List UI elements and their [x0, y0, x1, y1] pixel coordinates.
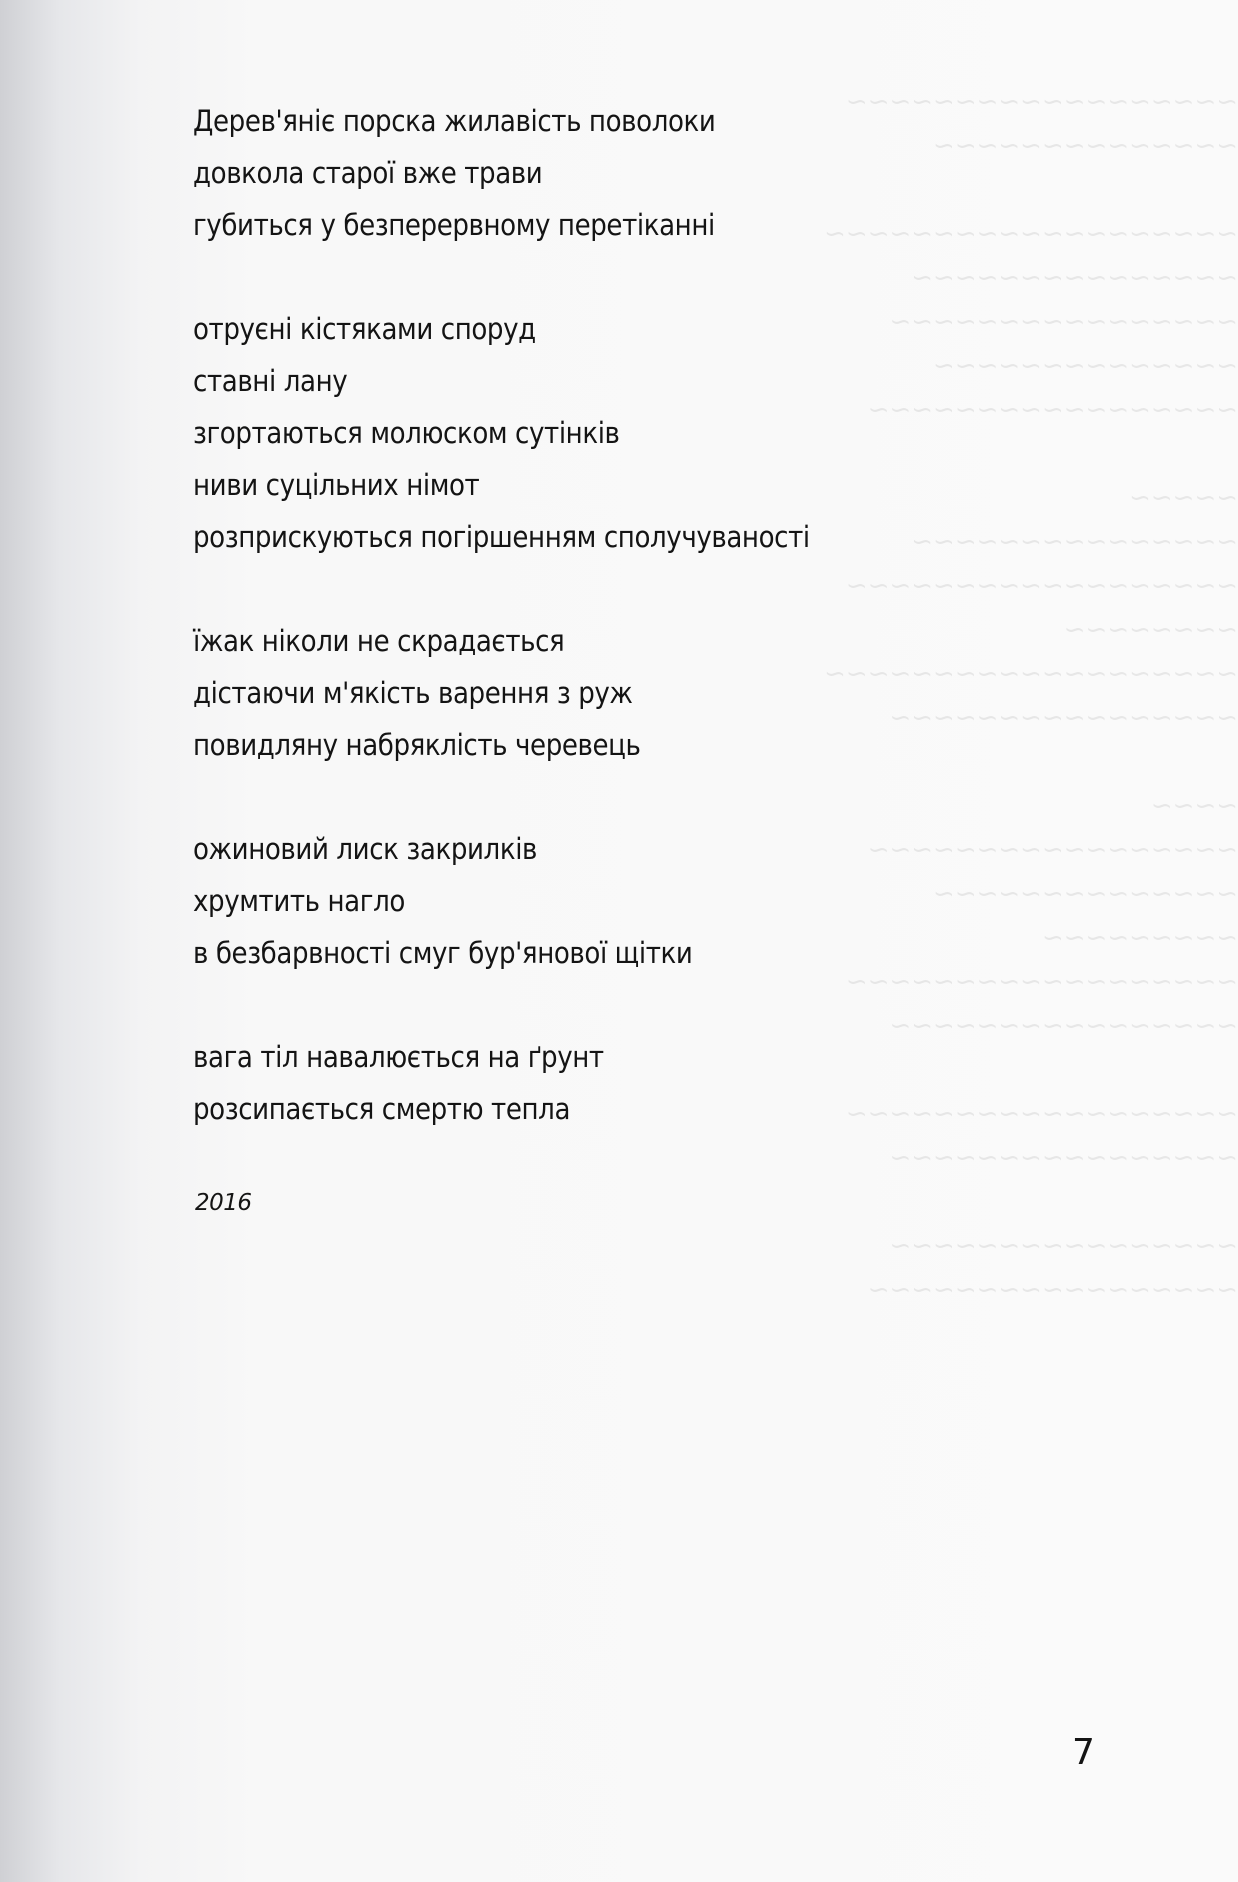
- page-number: 7: [1072, 1732, 1095, 1773]
- poem-line: Дерев'яніє порска жилавість поволоки: [193, 104, 716, 138]
- poem-body: [193, 95, 993, 1187]
- stanza: [193, 1031, 993, 1135]
- poem-line: довкола старої вже трави: [193, 156, 543, 190]
- stanza: [193, 303, 993, 563]
- poem-line: ставні лану: [193, 364, 348, 398]
- poem-line: в безбарвності смуг бур'янової щітки: [193, 936, 693, 970]
- poem-line: їжак ніколи не скрадається: [193, 624, 565, 658]
- poem-line: вага тіл навалюється на ґрунт: [193, 1040, 604, 1074]
- stanza: [193, 95, 993, 251]
- poem-line: розприскуються погіршенням сполучуваності: [193, 520, 810, 554]
- stanza: [193, 823, 993, 979]
- poem-line: ниви суцільних німот: [193, 468, 480, 502]
- poem-line: розсипається смертю тепла: [193, 1092, 571, 1126]
- stanza: [193, 615, 993, 771]
- poem-line: ожиновий лиск закрилків: [193, 832, 538, 866]
- poem-line: губиться у безперервному перетіканні: [193, 208, 715, 242]
- poem-year: 2016: [195, 1190, 252, 1216]
- poem-line: дістаючи м'якість варення з руж: [193, 676, 633, 710]
- poem-line: згортаються молюском сутінків: [193, 416, 620, 450]
- poem-line: хрумтить нагло: [193, 884, 405, 918]
- poem-line: повидляну набряклість черевець: [193, 728, 641, 762]
- poem-line: отруєні кістяками споруд: [193, 312, 536, 346]
- show-through-text: ~~~~~~~~~~~~~~~~~~ ~~~~~~~~~~~~~~ ~~~~~~~~~~~~~~~~~~~ ~~~~~~~~~~~~~~~ ~~~~~~~~~~~~~~~~ ~~~~~~~~~~~~~~ ~~~~~~~~~~~~~~~~~ ~~~~~ ~~~~~~~~~~~~~~~ ~~~~~~~~~~~~~~~~~~ ~~~~~~~~ ~~~~~~~~~~~~~~~~~~~ ~~~~~~~~~~~~~~~~ ~~~~ ~~~~~~~~~~~~~~~~~ ~~~~~~~~~~~~~~ ~~~~~~~~~ ~~~~~~~~~~~~~~~~~~ ~~~~~~~~~~~~~~~~ ~~~~~~~~~~~~~~~~~~ ~~~~~~~~~~~~~~~~ ~~~~~~~~~~~~~~~~ ~~~~~~~~~~~~~~~~~: [824, 87, 1238, 1305]
